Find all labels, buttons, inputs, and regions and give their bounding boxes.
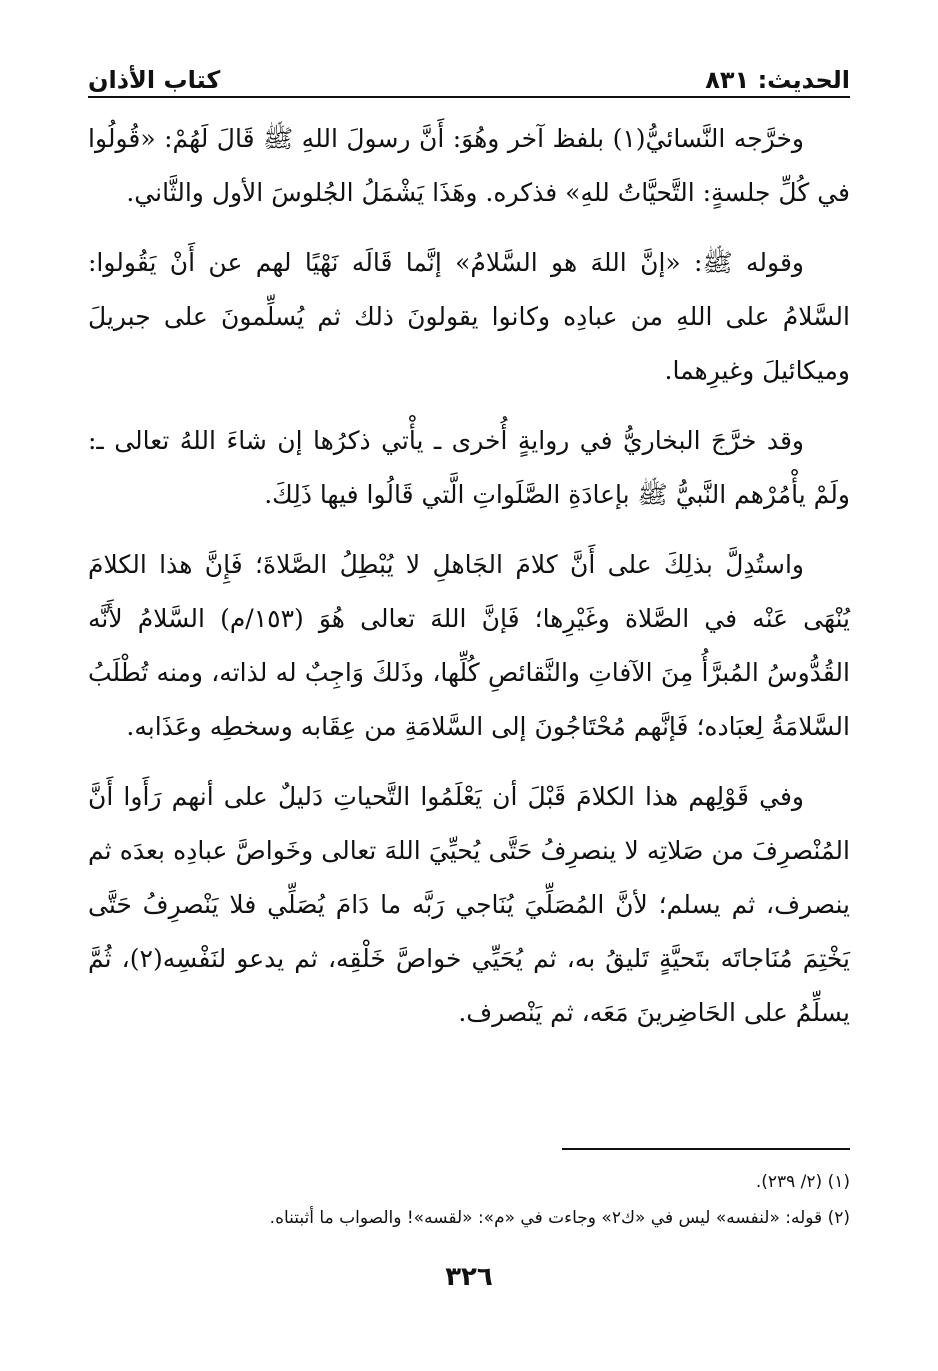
paragraph: وقوله ﷺ: «إنَّ اللهَ هو السَّلامُ» إنَّما قَالَه نَهْيًا لهم عن أَنْ يَقُولوا: السَّلامُ على اللهِ من عبادِه وكانوا يقولونَ ذلك ثم يُسلِّمونَ على جبريلَ وميكائيلَ وغيرِهما.: [88, 248, 850, 385]
paragraph: وقد خرَّجَ البخاريُّ في روايةٍ أُخرى ـ يأْتي ذكرُها إن شاءَ اللهُ تعالى ـ: ولَمْ يأْمُرْهم النَّبيُّ ﷺ بإعادَةِ الصَّلَواتِ الَّتي قَالُوا فيها ذَلِكَ.: [88, 426, 850, 509]
footnote-item: (١) (٢/ ٢٣٩).: [755, 1172, 850, 1192]
paragraph: واستُدِلَّ بذلِكَ على أَنَّ كلامَ الجَاهلِ لا يُبْطِلُ الصَّلاةَ؛ فَإِنَّ هذا الكلامَ يُنْهَى عَنْه في الصَّلاة وغَيْرِها؛ فَإنَّ اللهَ تعالى هُوَ (١٥٣/م) السَّلامُ لأَنَّه القُدُّوسُ المُبرَّأُ مِنَ الآفاتِ والنَّقائصِ كُلِّها، وذَلكَ وَاجِبٌ له لذاته، ومنه تُطْلَبُ السَّلامَةُ لِعبَاده؛ فَإنَّهم مُحْتَاجُونَ إلى السَّلامَةِ من عِقَابه وسخطِه وعَذَابه.: [88, 550, 850, 741]
paragraph: وفي قَوْلِهم هذا الكلامَ قَبْلَ أن يَعْلَمُوا التَّحياتِ دَليلٌ على أنهم رَأَوا أَنَّ المُنْصرِفَ من صَلاتِه لا ينصرِفُ حَتَّى يُحيِّيَ اللهَ تعالى وخَواصَّ عبادِه بعدَه ثم ينصرف، ثم يسلم؛ لأنَّ المُصَلِّيَ يُنَاجي رَبَّه ما دَامَ يُصَلِّي فلا يَنْصرِفُ حَتَّى يَخْتِمَ مُنَاجاتَه بتَحيَّةٍ تَليقُ به، ثم يُحَيِّي خواصَّ خَلْقِه، ثم يدعو لنَفْسِه(٢)، ثُمَّ يسلِّمُ على الحَاضِرينَ مَعَه، ثم يَنْصرف.: [88, 782, 851, 1027]
running-header: [88, 54, 850, 94]
footnote-divider: [562, 1148, 850, 1150]
footnotes: [88, 1164, 850, 1236]
header-divider: [88, 96, 850, 98]
paragraph: وخرَّجه النَّسائيُّ(١) بلفظ آخر وهُوَ: أَنَّ رسولَ اللهِ ﷺ قَالَ لَهُمْ: «قُولُوا في كُلِّ جلسةٍ: التَّحيَّاتُ للهِ» فذكره. وهَذَا يَشْمَلُ الجُلوسَ الأول والثَّاني.: [88, 124, 850, 207]
page-number: ٣٢٦: [445, 1262, 493, 1292]
book-title: كتاب الأذان: [88, 66, 221, 94]
main-text: [88, 112, 850, 1056]
footnote-item: (٢) قوله: «لنفسه» ليس في «ك٢» وجاءت في «م»: «لقسه»! والصواب ما أثبتناه.: [269, 1208, 850, 1228]
hadith-number: الحديث: ٨٣١: [705, 66, 850, 94]
